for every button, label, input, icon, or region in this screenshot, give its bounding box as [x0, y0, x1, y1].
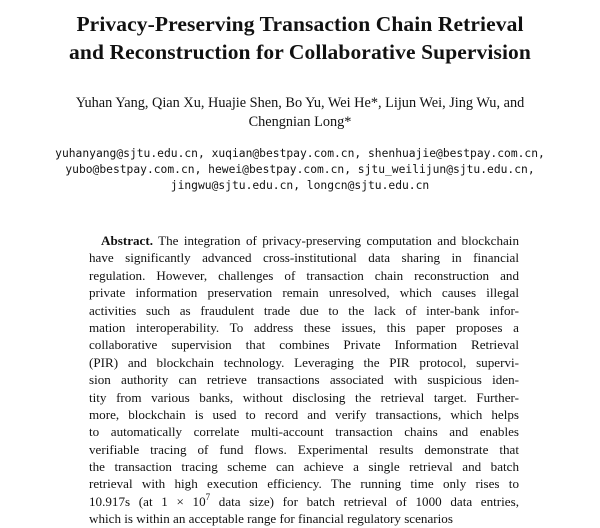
power-exponent: 7 — [205, 491, 211, 502]
author-list — [20, 94, 580, 132]
abstract-line: mation interoperability. To address these issues, this paper proposes a — [89, 319, 519, 335]
author-line: Chengnian Long* — [248, 114, 352, 130]
abstract-line: to automatically correlate multi-account transaction chains and enables — [89, 424, 519, 440]
abstract-line: more, blockchain is used to record and verify transactions, which helps — [89, 406, 519, 422]
title-line: Privacy-Preserving Transaction Chain Retrieval — [76, 12, 524, 36]
abstract-section — [89, 232, 519, 528]
abstract-line: retrieval with high execution efficiency. The running time only rises to — [89, 476, 519, 492]
abstract-line: sion authority can retrieve transactions associated with suspicious iden- — [89, 372, 519, 388]
abstract-line: collaborative supervision that combines Private Information Retrieval — [89, 337, 519, 353]
email-line: jingwu@sjtu.edu.cn, longcn@sjtu.edu.cn — [170, 179, 430, 192]
email-line: yubo@bestpay.com.cn, hewei@bestpay.com.cn, sjtu_weilijun@sjtu.edu.cn, — [65, 163, 535, 176]
abstract-label: Abstract. — [101, 233, 153, 248]
title-line: and Reconstruction for Collaborative Supervision — [69, 40, 531, 64]
author-line: Yuhan Yang, Qian Xu, Huajie Shen, Bo Yu, Wei He*, Lijun Wei, Jing Wu, and — [75, 95, 525, 111]
email-line: yuhanyang@sjtu.edu.cn, xuqian@bestpay.com.cn, shenhuajie@bestpay.com.cn, — [55, 147, 545, 160]
abstract-line: (PIR) and blockchain technology. Leveraging the PIR protocol, supervi- — [89, 354, 519, 370]
power-line-after: data size) for batch retrieval of 1000 data entries, — [210, 493, 519, 509]
abstract-text: The integration of privacy-preserving computation and blockchain — [158, 233, 519, 248]
abstract-line: activities such as fraudulent trade due to the lack of inter-bank infor- — [89, 302, 519, 318]
abstract-line: regulation. However, challenges of transaction chain reconstruction and — [89, 267, 519, 283]
abstract-line: private information preservation remain unresolved, which causes illegal — [89, 285, 519, 301]
abstract-line — [89, 232, 519, 249]
abstract-line: have significantly advanced cross-institutional data sharing in financial — [89, 250, 519, 266]
abstract-line: tity from various banks, without disclosing the retrieval target. Further- — [89, 389, 519, 405]
power-line-before: 10.917s (at 1 × 10 — [89, 493, 206, 509]
abstract-line: which is within an acceptable range for financial regulatory scenarios — [89, 511, 453, 527]
abstract-line — [89, 493, 519, 510]
abstract-line: verifiable tracing of fund flows. Experimental results demonstrate that — [89, 441, 519, 457]
email-list — [20, 146, 580, 194]
paper-title — [20, 10, 580, 66]
abstract-line: the transaction tracing scheme can achieve a single retrieval and batch — [89, 459, 519, 475]
